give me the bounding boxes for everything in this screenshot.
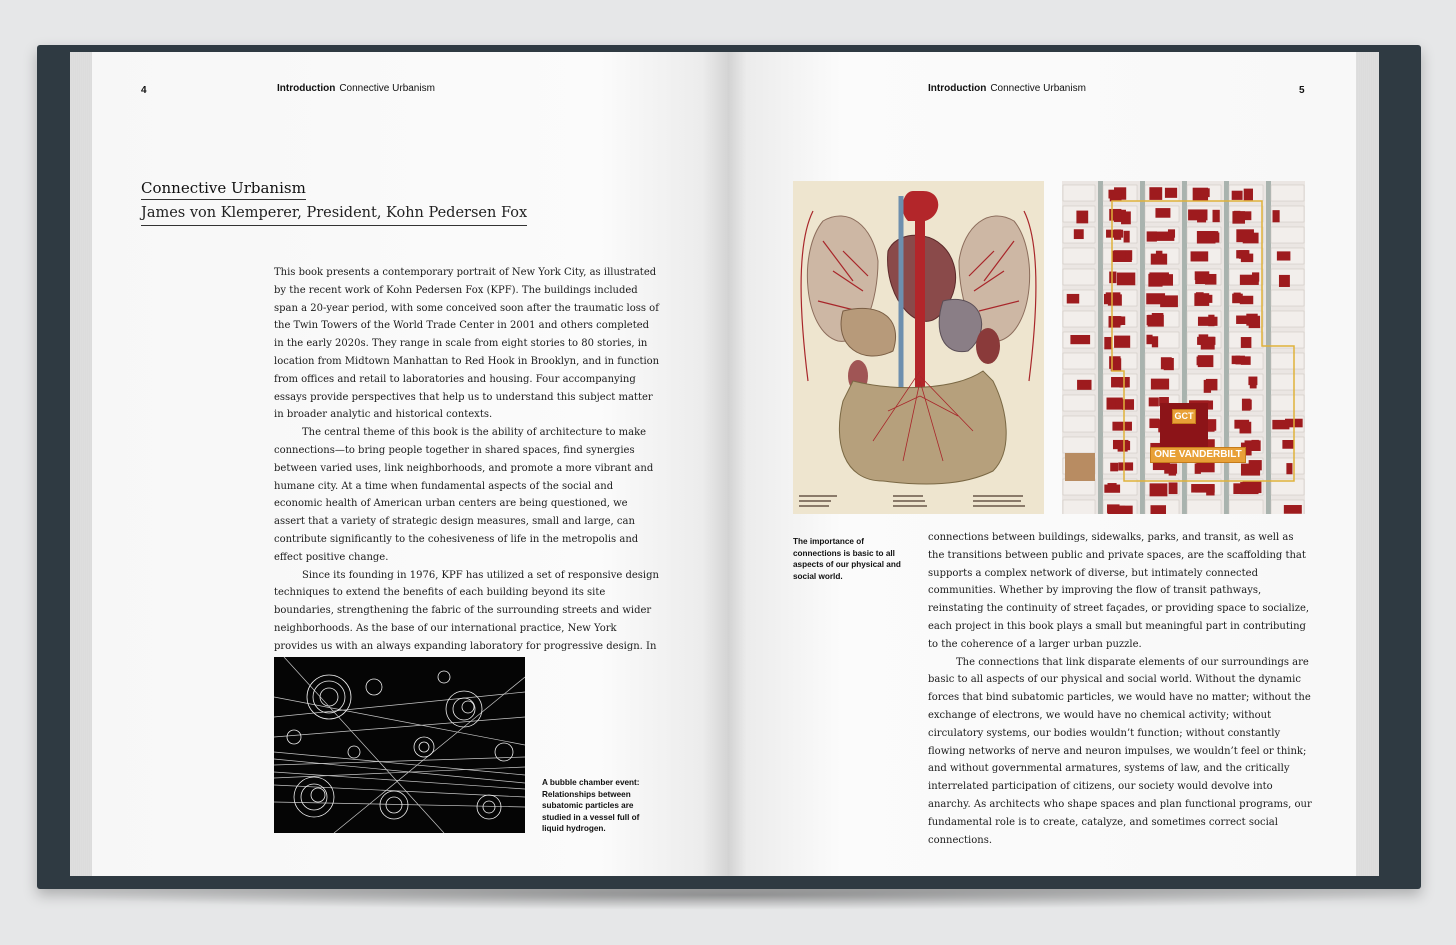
map-building	[1151, 505, 1167, 514]
map-building	[1147, 315, 1157, 325]
map-building	[1108, 506, 1125, 514]
bubble-chamber-photo	[274, 657, 525, 833]
map-graphic	[1062, 181, 1305, 514]
map-building	[1273, 210, 1280, 222]
map-building	[1277, 251, 1291, 260]
map-building	[1104, 485, 1120, 493]
map-building	[1117, 273, 1135, 286]
map-building	[1241, 356, 1251, 365]
map-building	[1148, 274, 1162, 287]
map-building	[1109, 316, 1121, 327]
map-building	[1149, 187, 1162, 200]
running-head-title: Connective Urbanism	[990, 83, 1086, 94]
map-building	[1252, 272, 1259, 281]
bubble-chamber-caption: A bubble chamber event: Relationships between subatomic particles are studied in a vessel full of liquid hydrogen.	[542, 778, 640, 834]
map-building	[1109, 399, 1115, 408]
map-building	[1124, 231, 1130, 243]
essay-author: James von Klemperer, President, Kohn Pedersen Fox	[141, 202, 527, 226]
map-building	[1279, 275, 1290, 287]
map-building	[1195, 271, 1210, 280]
map-building	[1149, 397, 1159, 406]
map-building	[1244, 189, 1253, 201]
map-building	[1113, 440, 1128, 449]
page-edges-left	[70, 52, 94, 876]
map-building	[1207, 422, 1214, 432]
map-building	[1249, 460, 1262, 470]
anatomy-illustration	[793, 181, 1044, 514]
paragraph: Since its founding in 1976, KPF has utilized a set of responsive design techniques to extend the benefits of each building beyond its site boundaries, strengthening the fabric of the surrounding streets and wider neighborhoods. As the base of our international practice, New York provides us with an always expanding laboratory for progressive design. In	[274, 569, 659, 652]
essay-title: Connective Urbanism	[141, 178, 306, 200]
map-building	[1114, 336, 1130, 348]
map-building	[1108, 190, 1121, 199]
map-building	[1197, 357, 1210, 366]
map-building	[1204, 295, 1212, 303]
map-building	[1243, 481, 1262, 493]
running-head-section: Introduction	[928, 83, 987, 94]
map-building	[1232, 191, 1243, 200]
map-building	[1204, 380, 1211, 393]
map-building	[1197, 337, 1215, 345]
map-building	[1104, 337, 1112, 349]
map-building	[1150, 483, 1168, 496]
map-building	[1272, 420, 1289, 429]
map-building	[1284, 505, 1302, 514]
map-building	[1286, 463, 1292, 474]
essay-heading	[141, 178, 527, 226]
map-caption: The importance of connections is basic to all aspects of our physical and social world.	[793, 537, 901, 581]
map-building	[1164, 358, 1174, 370]
map-building	[1146, 335, 1152, 344]
midtown-map	[1062, 181, 1305, 514]
map-building	[1236, 229, 1254, 242]
map-building	[1109, 272, 1116, 284]
map-building	[1248, 377, 1257, 386]
map-building	[1192, 252, 1199, 261]
right-page	[728, 52, 1356, 876]
map-building	[1168, 229, 1175, 237]
left-body-text	[274, 264, 660, 673]
page-number-left: 4	[141, 85, 147, 96]
map-building	[1233, 211, 1251, 220]
page-edges-right	[1354, 52, 1379, 876]
running-head-section: Introduction	[277, 83, 336, 94]
map-building	[1236, 316, 1250, 324]
map-building	[1195, 463, 1201, 473]
map-building	[1198, 317, 1218, 326]
map-building	[1169, 482, 1178, 494]
map-building	[1110, 463, 1118, 472]
map-building	[1282, 440, 1294, 449]
map-building	[1200, 188, 1209, 197]
page-number-right: 5	[1299, 85, 1305, 96]
map-building	[1147, 231, 1157, 241]
anatomy-graphic	[793, 181, 1044, 514]
map-building	[1213, 210, 1220, 222]
map-building	[1242, 399, 1251, 411]
map-building	[1146, 293, 1165, 304]
map-building	[1070, 335, 1090, 344]
map-building	[1149, 419, 1159, 428]
map-building	[1109, 209, 1121, 221]
paragraph: The central theme of this book is the ability of architecture to make connections—to bring people together in shared spaces, find synergies between varied uses, link neighborhoods, and promote a more vibrant and humane city. At a time when fundamental aspects of the social and economic health of American urban centers are being questioned, we assert that a variety of strategic design measures, small and large, can contribute significantly to the cohesiveness of life in the metropolis and effect positive change.	[274, 427, 654, 563]
map-building	[1155, 208, 1170, 218]
gct-label: GCT	[1172, 409, 1196, 424]
map-building	[1196, 292, 1204, 301]
map-building	[1232, 294, 1243, 304]
map-building	[1232, 356, 1240, 364]
paragraph: The connections that link disparate elements of our surroundings are basic to all aspects of our physical and social world. Without the dynamic forces that bind subatomic particles, we would have no matter; without the exchange of electrons, we would have no chemical activity; without circulatory systems, our bodies wouldn’t function; without constantly flowing networks of nerve and neuron impulses, we wouldn’t feel or think; and without governmental armatures, systems of law, and the critically interrelated participation of citizens, our society would devolve into anarchy. As architects who shape spaces and plan functional programs, our fundamental role is to create, catalyze, and sometimes correct social connections.	[928, 656, 1312, 846]
map-building	[1233, 483, 1242, 494]
map-building	[1241, 337, 1252, 348]
map-building	[1152, 336, 1158, 347]
map-building	[1188, 209, 1207, 220]
map-building	[1067, 294, 1079, 304]
running-head-title: Connective Urbanism	[339, 83, 435, 94]
map-building	[1074, 229, 1084, 239]
right-body-text	[928, 529, 1312, 849]
paragraph: This book presents a contemporary portrait of New York City, as illustrated by the recent work of Kohn Pedersen Fox (KPF). The buildings included span a 20-year period, with some conceived soon after the traumatic loss of the Twin Towers of the World Trade Center in 2001 and others completed in the early 2020s. They range in scale from eight stories to 80 stories, in location from Midtown Manhattan to Red Hook in Brooklyn, and in function from offices and retail to laboratories and housing. Four accompanying essays provide perspectives that help us to understand this subject matter in broader analytic and historical contexts.	[274, 267, 660, 421]
map-building	[1116, 251, 1125, 259]
map-building	[1207, 233, 1219, 243]
bubble-chamber-graphic	[274, 657, 525, 833]
map-building	[1151, 254, 1167, 265]
map-building	[1165, 188, 1177, 198]
left-page	[92, 52, 728, 876]
map-building	[1151, 379, 1169, 390]
map-building	[1112, 422, 1132, 431]
map-building	[1121, 211, 1131, 224]
map-building	[1251, 440, 1258, 450]
map-building	[1206, 484, 1214, 495]
paragraph: connections between buildings, sidewalks, parks, and transit, as well as the transitions between public and private spaces, are the scaffolding that supports a complex network of diverse, but intimately connected communities. Whether by improving the flow of transit pathways, reinstating the continuity of street façades, or providing space to socialize, each project in this book plays a small but meaningful part in contributing to the coherence of a larger urban puzzle.	[928, 532, 1310, 650]
map-building	[1076, 211, 1088, 224]
map-building	[1239, 250, 1248, 259]
map-building	[1240, 422, 1252, 434]
map-building	[1106, 292, 1121, 302]
running-head-right	[928, 83, 1086, 94]
map-building	[1077, 380, 1091, 390]
running-head-left	[277, 83, 435, 94]
map-building	[1114, 229, 1121, 239]
map-building	[1118, 462, 1133, 470]
one-vanderbilt-label: ONE VANDERBILT	[1150, 447, 1246, 463]
